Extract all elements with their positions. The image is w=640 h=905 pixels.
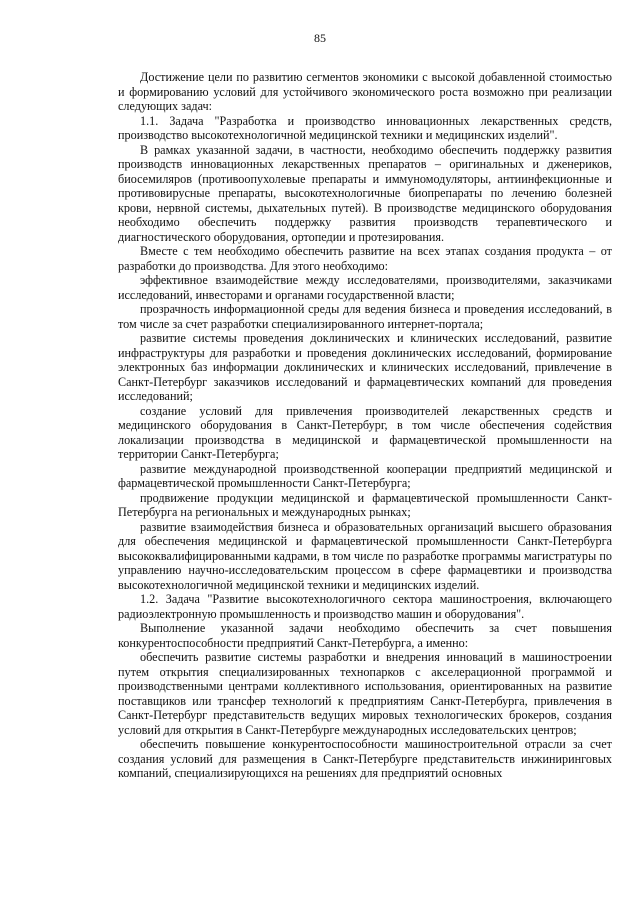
paragraph: обеспечить повышение конкурентоспособности машиностроительной отрасли за счет создания условий для размещения в Санкт-Петербурге представительств инжиниринговых компаний, специализирующихся на решениях для предприятий основных xyxy=(118,737,612,780)
paragraph: В рамках указанной задачи, в частности, необходимо обеспечить поддержку развития производств инновационных лекарственных препаратов – оригинальных и дженериков, биосемиляров (противоопухолевые препараты и иммуномодуляторы, антиинфекционные и противовирусные препараты, высокотехнологичные биопрепараты по лечению болезней крови, нервной системы, дыхательных путей). В производстве медицинского оборудования необходимо обеспечить поддержку развития производств терапевтического и диагностического оборудования, ортопедии и протезирования. xyxy=(118,142,612,244)
paragraph: развитие системы проведения доклинических и клинических исследований, развитие инфраструктуры для разработки и проведения доклинических исследований, формирование электронных баз информации доклинических и клинических исследований, привлечение в Санкт-Петербург заказчиков исследований и фармацевтических компаний для проведения исследований; xyxy=(118,331,612,403)
paragraph: Выполнение указанной задачи необходимо обеспечить за счет повышения конкурентоспособности предприятий Санкт-Петербурга, а именно: xyxy=(118,621,612,650)
paragraph: обеспечить развитие системы разработки и внедрения инноваций в машиностроении путем открытия специализированных технопарков с акселерационной программой и производственными центрами коллективного использования, ориентированных на развитие поставщиков или трансфер технологий к предприятиям Санкт-Петербурга, привлечения в Санкт-Петербург представительств ведущих мировых технологических брокеров, создания условий для открытия в Санкт-Петербурге международных исследовательских центров; xyxy=(118,650,612,737)
paragraph: развитие взаимодействия бизнеса и образовательных организаций высшего образования для обеспечения медицинской и фармацевтической промышленности Санкт-Петербурга высококвалифицированными кадрами, в том числе по разработке программы магистратуры по управлению научно-исследовательским процессом в сфере фармацевтики и производства высокотехнологичной медицинской техники и медицинских изделий. xyxy=(118,519,612,592)
paragraph: Достижение цели по развитию сегментов экономики с высокой добавленной стоимостью и формированию условий для устойчивого экономического роста возможно при реализации следующих задач: xyxy=(118,70,612,113)
paragraph: прозрачность информационной среды для ведения бизнеса и проведения исследований, в том числе за счет разработки специализированного интернет-портала; xyxy=(118,302,612,331)
paragraph: продвижение продукции медицинской и фармацевтической промышленности Санкт-Петербурга на региональных и международных рынках; xyxy=(118,490,612,519)
paragraph: развитие международной производственной кооперации предприятий медицинской и фармацевтической промышленности Санкт-Петербурга; xyxy=(118,461,612,490)
paragraph: Вместе с тем необходимо обеспечить развитие на всех этапах создания продукта – от разработки до производства. Для этого необходимо: xyxy=(118,244,612,273)
paragraph: 1.2. Задача "Развитие высокотехнологичного сектора машиностроения, включающего радиоэлектронную промышленность и производство машин и оборудования". xyxy=(118,592,612,621)
page-number: 85 xyxy=(314,31,326,45)
paragraph: создание условий для привлечения производителей лекарственных средств и медицинского оборудования в Санкт-Петербург, в том числе обеспечения содействия локализации производства в медицинской и фармацевтической промышленности на территории Санкт-Петербурга; xyxy=(118,403,612,461)
paragraph: эффективное взаимодействие между исследователями, производителями, заказчиками исследований, инвесторами и органами государственной власти; xyxy=(118,273,612,302)
document-body xyxy=(118,70,612,781)
paragraph: 1.1. Задача "Разработка и производство инновационных лекарственных средств, производство высокотехнологичной медицинской техники и медицинских изделий". xyxy=(118,113,612,142)
